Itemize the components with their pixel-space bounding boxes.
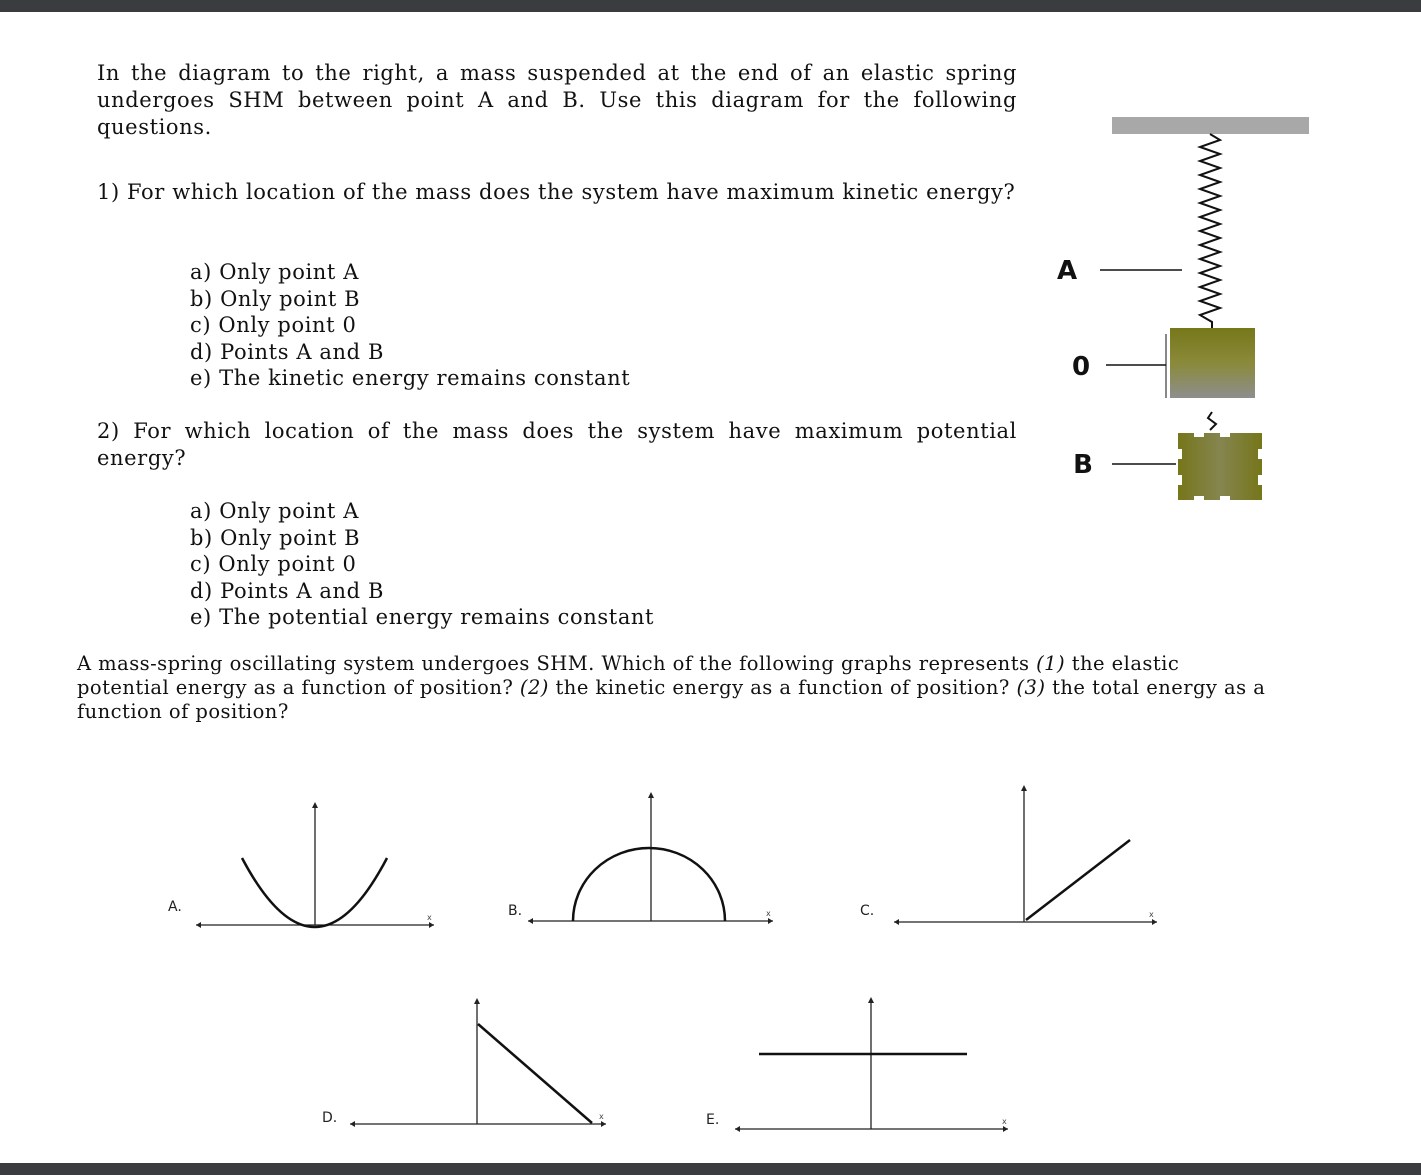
graph-e-y-arrow (868, 997, 874, 1003)
graph-e (706, 997, 1008, 1132)
option-e: e) The potential energy remains constant (190, 605, 655, 629)
para2-marker-3: (3) (1016, 676, 1046, 699)
graph-d-line (478, 1024, 592, 1123)
option-a: a) Only point A (190, 260, 359, 284)
para2-text-3: the kinetic energy as a function of position? (548, 676, 1017, 699)
label-a: A (1056, 256, 1078, 286)
label-b: B (1073, 450, 1093, 480)
graph-d-label: D. (322, 1110, 338, 1126)
mass-stretched (1178, 433, 1262, 500)
graph-c (860, 785, 1157, 925)
para2-marker-2: (2) (519, 676, 549, 699)
ceiling (1112, 117, 1309, 134)
graph-a (168, 802, 434, 928)
question-1: 1) For which location of the mass does the system have maximum kinetic energy? (97, 180, 1016, 204)
para2-text-2: the elastic potential energy as a function of position? (77, 652, 1180, 699)
graph-b-curve (573, 848, 725, 921)
bottom-bar (0, 1163, 1421, 1175)
option-a: a) Only point A (190, 499, 359, 523)
para2-text-1: A mass-spring oscillating system undergoes SHM. Which of the following graphs represents (77, 652, 1037, 675)
label-zero: 0 (1071, 352, 1091, 382)
graph-d (322, 998, 606, 1127)
spring-tail (1208, 412, 1216, 430)
graph-e-label: E. (706, 1112, 720, 1128)
mass-equilibrium (1170, 328, 1255, 398)
graph-d-x-label: x (599, 1112, 604, 1121)
graph-b-y-arrow (648, 792, 654, 798)
para2-marker-1: (1) (1036, 652, 1066, 675)
para2-text-4: the total energy as a function of position? (77, 676, 1266, 723)
graph-c-x-label: x (1149, 910, 1154, 919)
graph-b (508, 792, 773, 924)
graph-b-x-label: x (766, 909, 771, 918)
graph-c-y-arrow (1021, 785, 1027, 791)
graph-a-y-arrow (312, 802, 318, 808)
graph-d-y-arrow (474, 998, 480, 1004)
option-d: d) Points A and B (190, 578, 385, 603)
question-2: 2) For which location of the mass does the system have maximum potential energy? (97, 419, 1017, 470)
option-c: c) Only point 0 (190, 552, 357, 576)
option-e: e) The kinetic energy remains constant (190, 366, 631, 390)
graph-a-label: A. (168, 899, 182, 915)
graph-b-label: B. (508, 903, 523, 919)
graph-c-label: C. (860, 903, 875, 919)
graph-a-x-label: x (427, 913, 432, 922)
intro-paragraph: In the diagram to the right, a mass suspended at the end of an elastic spring undergoes SHM between point A and B. Use this diagram for the following questions. (97, 61, 1017, 139)
option-d: d) Points A and B (190, 339, 385, 364)
spring-coil (1200, 134, 1220, 328)
graph-c-line (1026, 840, 1130, 920)
option-b: b) Only point B (190, 525, 361, 550)
spring-diagram (1057, 117, 1309, 500)
graph-e-x-label: x (1002, 1117, 1007, 1126)
option-c: c) Only point 0 (190, 313, 357, 337)
option-b: b) Only point B (190, 286, 361, 311)
